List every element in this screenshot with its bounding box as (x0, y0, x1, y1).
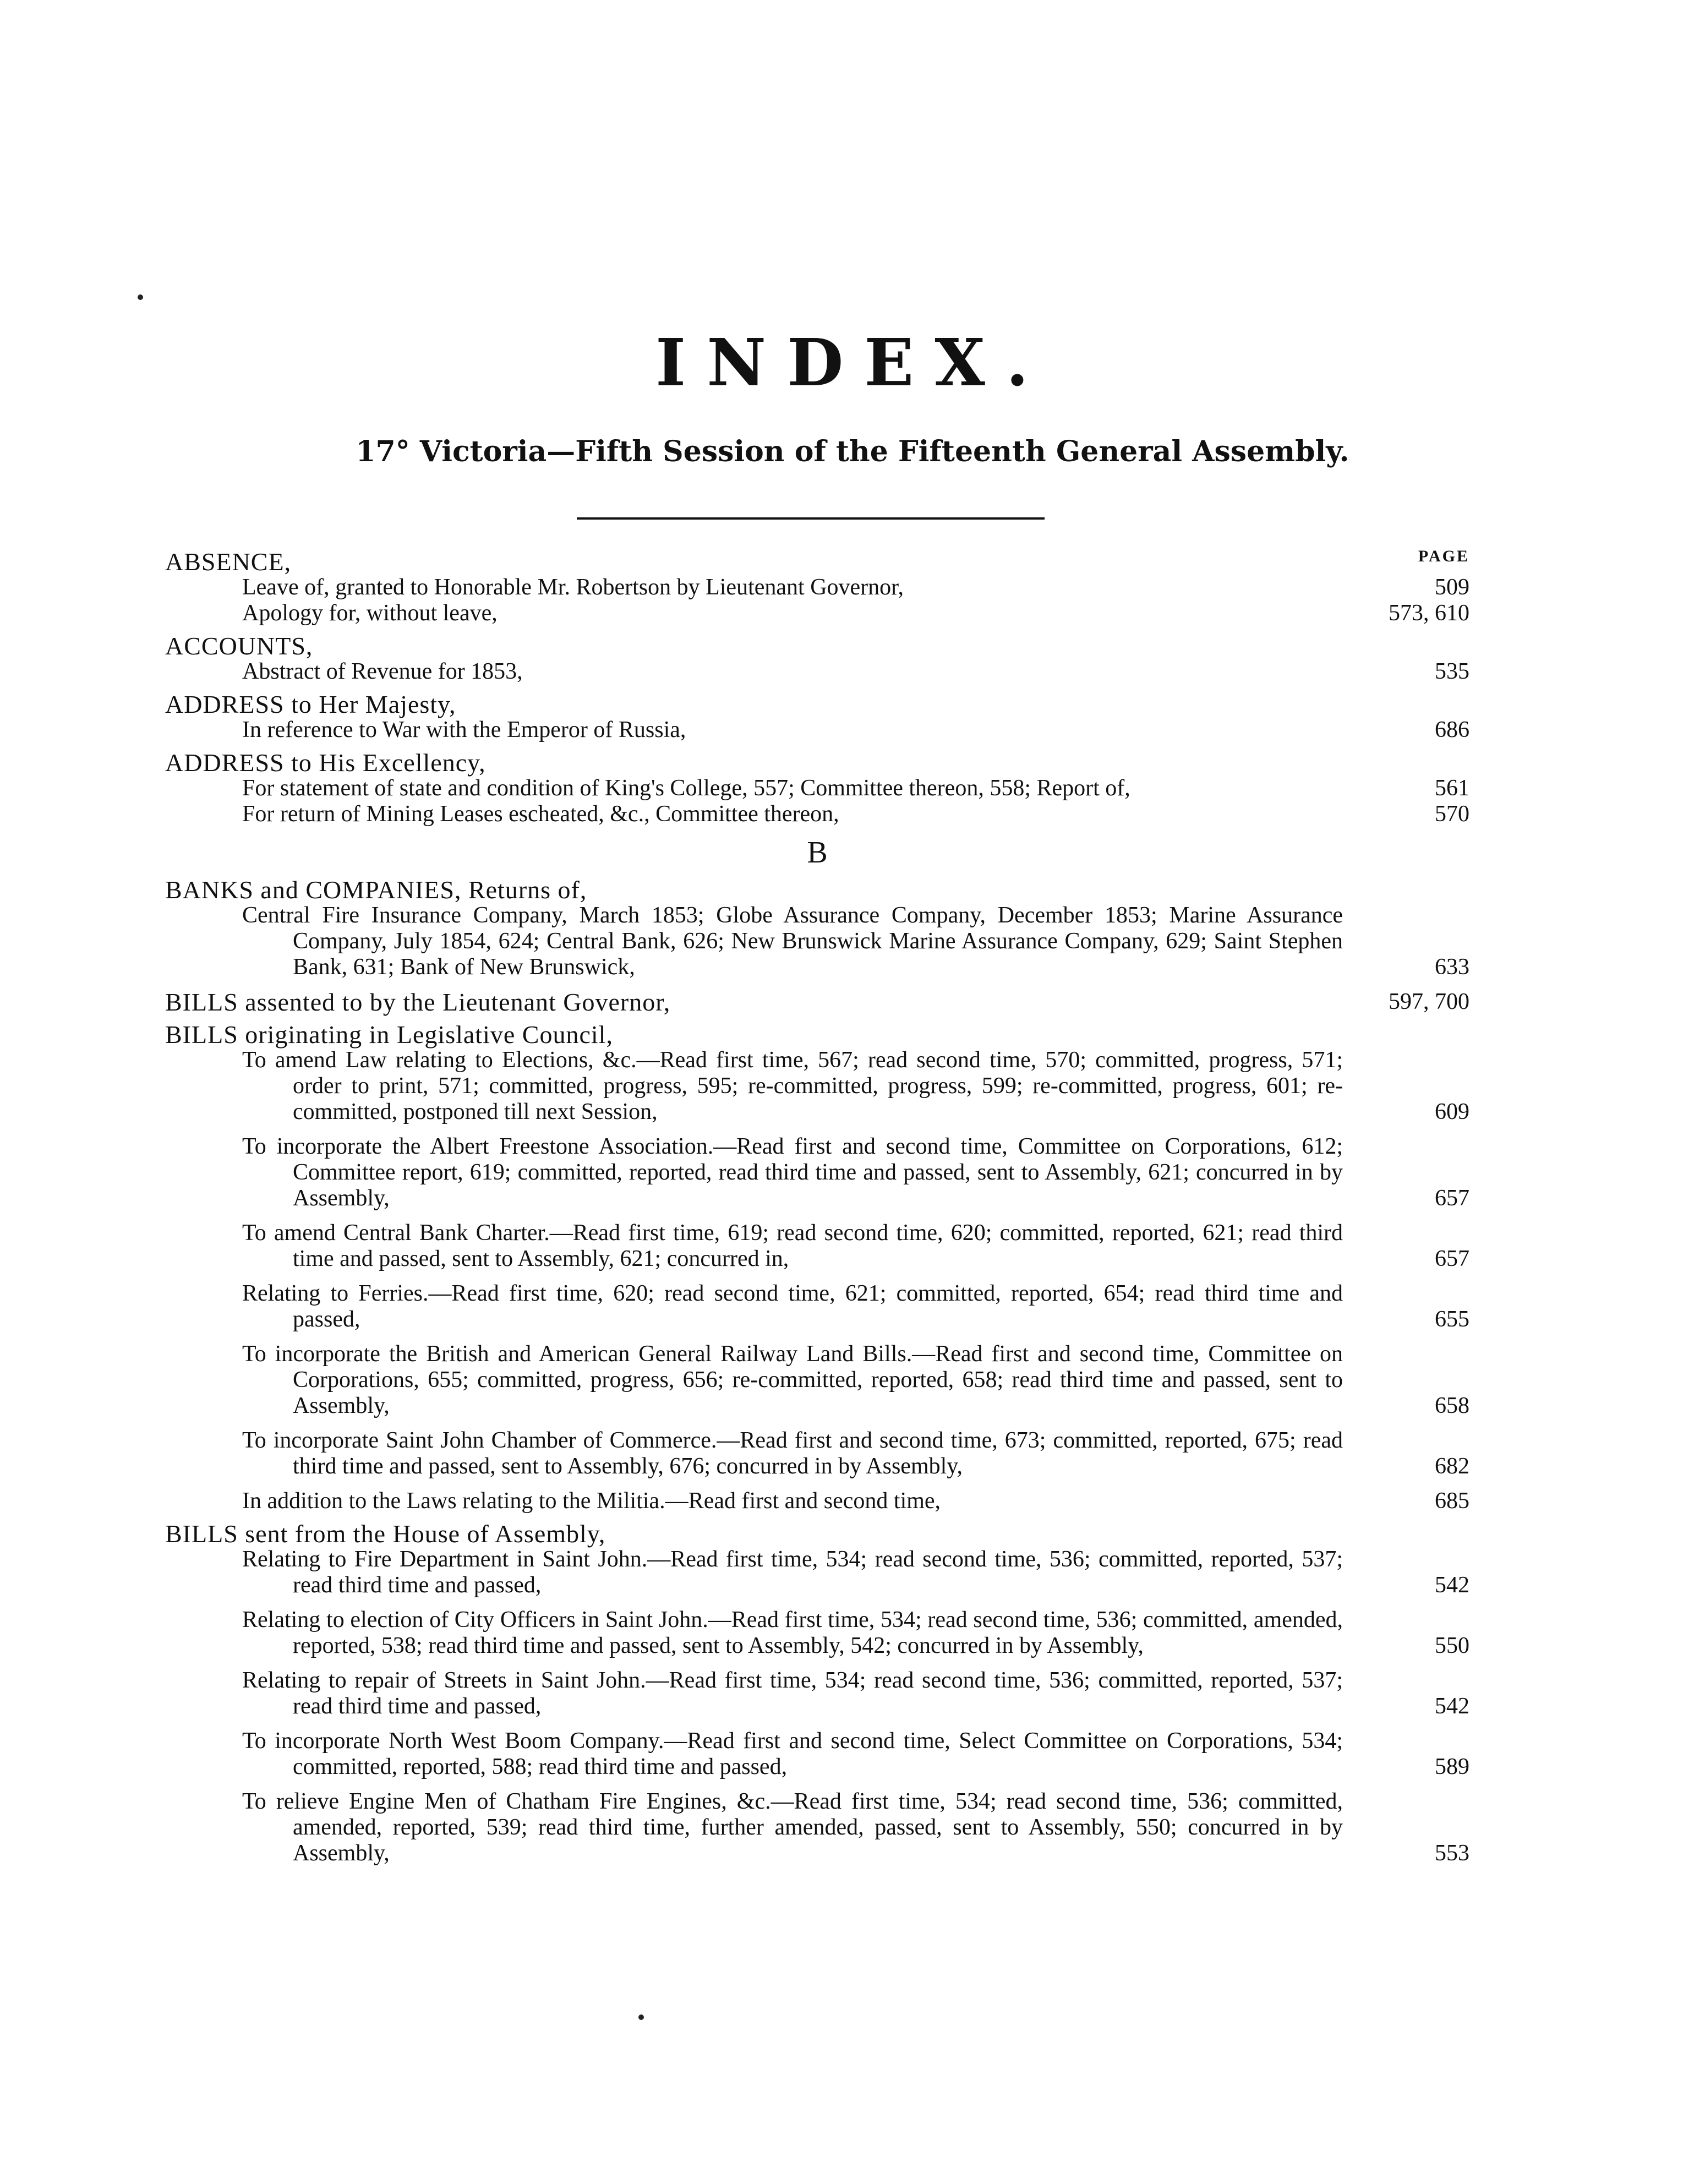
entry-text: To relieve Engine Men of Chatham Fire Engines, &c.—Read first time, 534; read second time, 536; committed, amended, reported, 539; read third time, further amended, passed, sent to Assembly, 550; concurred in by Assembly, (242, 1789, 1343, 1866)
section-letter-b: B (807, 836, 828, 870)
entry-page: 597, 700 (1389, 989, 1469, 1014)
entry-page: 685 (1435, 1488, 1469, 1514)
entry-text: To incorporate North West Boom Company.—Read first and second time, Select Committee on Corporations, 534; committed, reported, 588; read third time and passed, (242, 1728, 1343, 1779)
entry-page: 542 (1435, 1694, 1469, 1719)
entry-text: Relating to repair of Streets in Saint John.—Read first time, 534; read second time, 536; committed, reported, 537; read third time and passed, (242, 1668, 1343, 1719)
entry-page: 658 (1435, 1393, 1469, 1418)
page-column-header: PAGE (1418, 547, 1469, 565)
entry-text: To incorporate the Albert Freestone Association.—Read first and second time, Committee on Corporations, 612; Committee report, 619; committed, reported, read third time and passed, sent to Assembly, 621; concurred in by Assembly, (242, 1134, 1343, 1211)
entry-page: 573, 610 (1389, 600, 1469, 626)
index-entry (165, 1134, 1469, 1211)
index-entry (165, 1547, 1469, 1598)
index-entry (165, 600, 1469, 626)
index-entry (165, 1488, 1469, 1514)
index-entry (165, 903, 1469, 980)
entry-text: To amend Central Bank Charter.—Read first time, 619; read second time, 620; committed, reported, 621; read third time and passed, sent to Assembly, 621; concurred in, (242, 1220, 1343, 1271)
index-entry (165, 1728, 1469, 1780)
entry-text: To incorporate Saint John Chamber of Commerce.—Read first and second time, 673; committed, reported, 675; read third time and passed, sent to Assembly, 676; concurred in by Assembly, (242, 1428, 1343, 1479)
entry-text: For return of Mining Leases escheated, &c., Committee thereon, (242, 801, 839, 827)
index-entry (165, 989, 1469, 1015)
entry-page: 686 (1435, 717, 1469, 742)
entry-text: To incorporate the British and American General Railway Land Bills.—Read first and second time, Committee on Corporations, 655; committed, progress, 656; re-committed, reported, 658; read third time and passed, sent to Assembly, (242, 1341, 1343, 1418)
section-heading-accounts: ACCOUNTS, (165, 632, 313, 660)
section-heading-bills-assented: BILLS assented to by the Lieutenant Governor, (165, 988, 671, 1016)
index-entry (165, 1341, 1469, 1419)
print-speck (138, 294, 143, 300)
index-entry (165, 1047, 1469, 1125)
index-entry (165, 1281, 1469, 1333)
index-entry (165, 1668, 1469, 1719)
entry-page: 509 (1435, 575, 1469, 600)
entry-text: For statement of state and condition of King's College, 557; Committee thereon, 558; Report of, (242, 776, 1130, 801)
entry-page: 542 (1435, 1573, 1469, 1598)
entry-text: Central Fire Insurance Company, March 1853; Globe Assurance Company, December 1853; Marine Assurance Company, July 1854, 624; Central Bank, 626; New Brunswick Marine Assurance Company, 629; Saint Stephen Bank, 631; Bank of New Brunswick, (242, 903, 1343, 980)
entry-page: 589 (1435, 1754, 1469, 1779)
index-entry (165, 659, 1469, 685)
entry-page: 561 (1435, 776, 1469, 801)
entry-page: 550 (1435, 1633, 1469, 1658)
entry-page: 609 (1435, 1099, 1469, 1124)
section-heading-address-excellency: ADDRESS to His Excellency, (165, 749, 486, 777)
entry-page: 570 (1435, 801, 1469, 827)
index-entry (165, 1428, 1469, 1479)
print-speck (638, 2014, 644, 2020)
entry-text: To amend Law relating to Elections, &c.—Read first time, 567; read second time, 570; committed, progress, 571; order to print, 571; committed, progress, 595; re-committed, progress, 599; re-committed, progress, 601; re-committed, postponed till next Session, (242, 1047, 1343, 1124)
entry-page: 682 (1435, 1454, 1469, 1479)
index-entry (165, 776, 1469, 801)
section-heading-banks: BANKS and COMPANIES, Returns of, (165, 876, 587, 904)
index-body (165, 542, 1469, 1866)
entry-page: 655 (1435, 1307, 1469, 1332)
entry-text: In reference to War with the Emperor of Russia, (242, 717, 686, 742)
index-entry (165, 801, 1469, 827)
index-entry (165, 717, 1469, 743)
entry-page: 553 (1435, 1841, 1469, 1866)
section-heading-address-majesty: ADDRESS to Her Majesty, (165, 690, 456, 718)
index-entry (165, 1789, 1469, 1866)
entry-page: 657 (1435, 1186, 1469, 1211)
entry-text: Apology for, without leave, (242, 600, 498, 626)
entry-page: 535 (1435, 659, 1469, 684)
section-heading-absence: ABSENCE, (165, 548, 292, 576)
page-subtitle: 17° Victoria—Fifth Session of the Fifteenth General Assembly. (356, 435, 1349, 468)
index-entry (165, 1607, 1469, 1659)
section-heading-bills-assembly: BILLS sent from the House of Assembly, (165, 1520, 606, 1548)
section-heading-bills-council: BILLS originating in Legislative Council, (165, 1020, 613, 1049)
entry-text: Abstract of Revenue for 1853, (242, 659, 523, 684)
entry-page: 657 (1435, 1246, 1469, 1271)
entry-text: Relating to Fire Department in Saint John.—Read first time, 534; read second time, 536; committed, reported, 537; read third time and passed, (242, 1547, 1343, 1598)
page-title: INDEX. (655, 324, 1050, 401)
entry-page: 633 (1435, 954, 1469, 980)
entry-text: In addition to the Laws relating to the Militia.—Read first and second time, (242, 1488, 941, 1514)
title-rule (577, 517, 1045, 520)
index-entry (165, 575, 1469, 600)
entry-text: Leave of, granted to Honorable Mr. Robertson by Lieutenant Governor, (242, 575, 904, 600)
entry-text: Relating to Ferries.—Read first time, 620; read second time, 621; committed, reported, 654; read third time and passed, (242, 1281, 1343, 1332)
index-entry (165, 1220, 1469, 1272)
entry-text: Relating to election of City Officers in Saint John.—Read first time, 534; read second time, 536; committed, amended, reported, 538; read third time and passed, sent to Assembly, 542; concurred in by Assembly, (242, 1607, 1343, 1658)
